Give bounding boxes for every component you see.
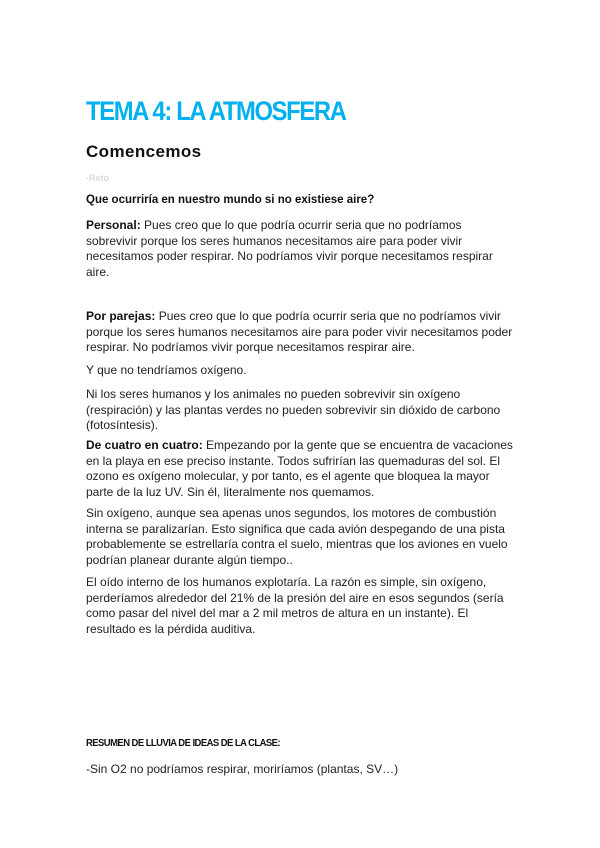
summary-item: -Sin O2 no podríamos respirar, moriríamos (plantas, SV…) xyxy=(86,762,399,776)
reto-tag: -Reto xyxy=(86,173,109,183)
personal-label: Personal: xyxy=(86,218,141,232)
personal-text: Pues creo que lo que podría ocurrir seria que no podríamos sobrevivir porque los seres humanos necesitamos aire para poder vivir necesitamos poder respirar. No podríamos vivir porque necesitamos respirar aire. xyxy=(86,218,493,279)
parejas-label: Por parejas: xyxy=(86,309,156,323)
personal-paragraph xyxy=(86,218,514,280)
oxigeno-paragraph: Y que no tendríamos oxígeno. xyxy=(86,363,247,377)
cuatro-text: Empezando por la gente que se encuentra de vacaciones en la playa en ese preciso instante. Todos sufrirían las quemaduras del sol. El ozono es oxígeno molecular, y por tanto, es el agente que bloquea la mayor parte de la luz UV. Sin él, literalmente nos quemamos. xyxy=(86,438,513,499)
oido-paragraph: El oído interno de los humanos explotaría. La razón es simple, sin oxígeno, perderíamos alrededor del 21% de la presión del aire en esos segundos (sería como pasar del nivel del mar a 2 mil metros de altura en un instante). El resultado es la pérdida auditiva. xyxy=(86,575,504,636)
cuatro-label: De cuatro en cuatro: xyxy=(86,438,203,452)
page-title: TEMA 4: LA ATMOSFERA xyxy=(86,96,346,126)
summary-heading: RESUMEN DE LLUVIA DE IDEAS DE LA CLASE: xyxy=(86,737,281,749)
cuatro-paragraph xyxy=(86,438,514,500)
seres-paragraph: Ni los seres humanos y los animales no pueden sobrevivir sin oxígeno (respiración) y las plantas verdes no pueden sobrevivir sin dióxido de carbono (fotosíntesis). xyxy=(86,387,501,432)
motores-paragraph: Sin oxígeno, aunque sea apenas unos segundos, los motores de combustión interna se paralizarían. Esto significa que cada avión despegando de una pista probablemente se estrellaría contra el suelo, mientras que los aviones en vuelo podrían planear durante algún tiempo.. xyxy=(86,506,508,567)
parejas-paragraph xyxy=(86,309,514,356)
section-subtitle: Comencemos xyxy=(86,142,202,161)
parejas-text: Pues creo que lo que podría ocurrir seria que no podríamos vivir porque los seres humanos necesitamos aire para poder vivir necesitamos poder respirar. No podríamos vivir porque necesitamos respirar aire. xyxy=(86,309,513,354)
question-heading: Que ocurriría en nuestro mundo si no existiese aire? xyxy=(86,194,375,206)
